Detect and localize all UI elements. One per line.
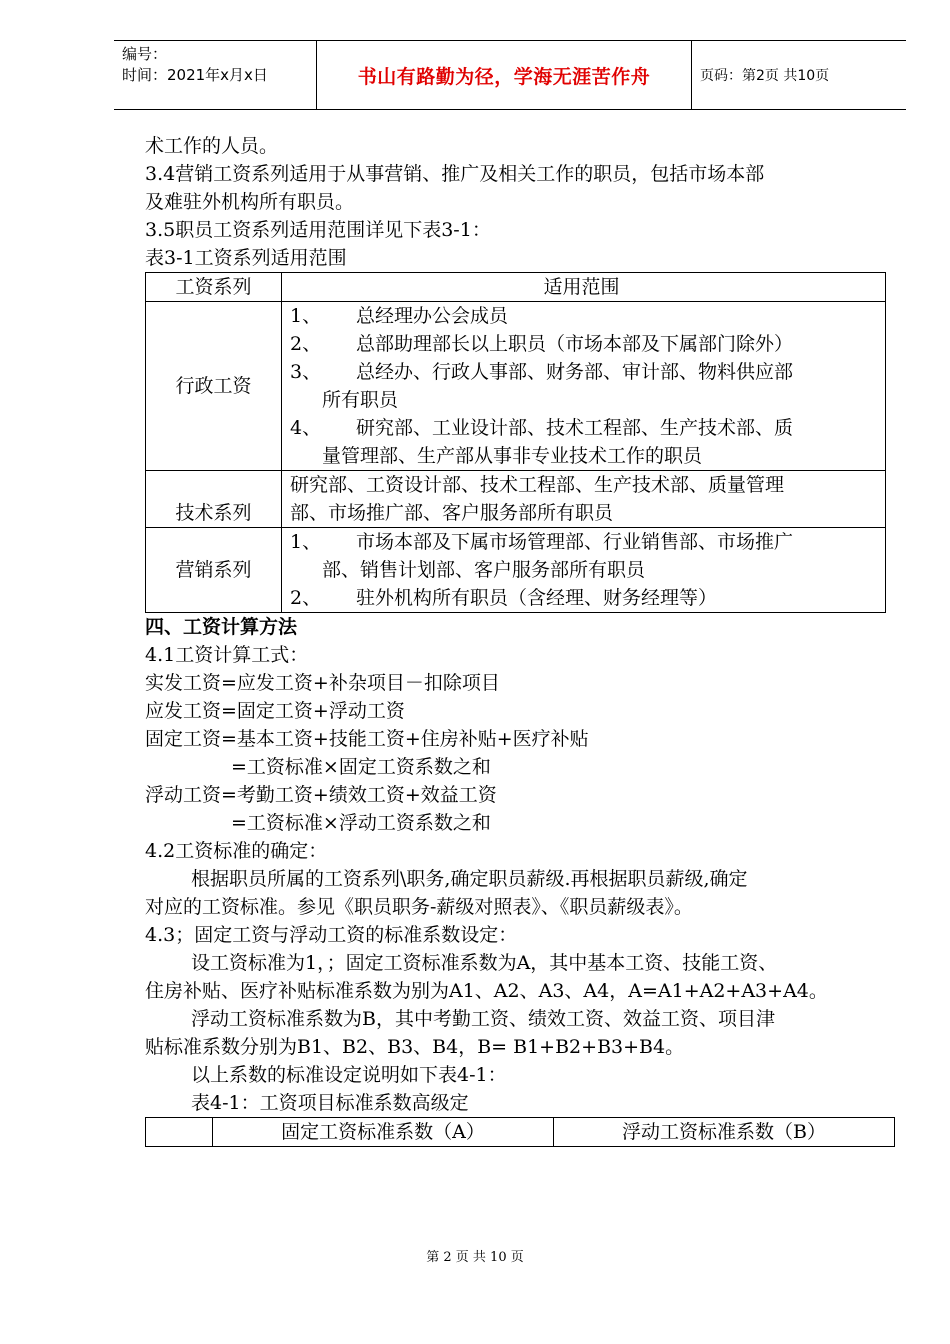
- list-num: 1、: [290, 531, 322, 553]
- body-line: 术工作的人员。: [145, 135, 279, 157]
- paragraph-line: 设工资标准为1，；固定工资标准系数为A，其中基本工资、技能工资、: [191, 952, 778, 974]
- list-text: 总经办、行政人事部、财务部、审计部、物料供应部: [356, 361, 794, 383]
- list-item: [290, 302, 881, 330]
- list-continuation: 部、销售计划部、客户服务部所有职员: [322, 559, 646, 581]
- body-line: 及难驻外机构所有职员。: [145, 191, 355, 213]
- list-num: 2、: [290, 587, 322, 609]
- paragraph-line: 以上系数的标准设定说明如下表4-1：: [191, 1064, 507, 1086]
- header-meta: [114, 41, 314, 109]
- table-header-cell: 适用范围: [282, 273, 886, 302]
- formula-line: =工资标准×固定工资系数之和: [231, 756, 491, 778]
- scope-line: 部、市场推广部、客户服务部所有职员: [290, 502, 614, 524]
- formula-line: 固定工资=基本工资+技能工资+住房补贴+医疗补贴: [145, 728, 589, 750]
- page-header: [114, 40, 906, 110]
- table-header-cell: [146, 1118, 213, 1147]
- list-item: [290, 358, 881, 386]
- table-header-cell: 工资系列: [146, 273, 282, 302]
- table-row: [146, 302, 886, 471]
- body-line: 3.5职员工资系列适用范围详见下表3-1：: [145, 219, 491, 241]
- header-time-label: 时间：2021年x月x日: [122, 66, 268, 84]
- list-text: 市场本部及下属市场管理部、行业销售部、市场推广: [356, 531, 794, 553]
- list-continuation: 量管理部、生产部从事非专业技术工作的职员: [322, 445, 703, 467]
- table-header-row: [146, 1118, 895, 1147]
- series-name-sales: 营销系列: [146, 528, 282, 613]
- list-text: 总部助理部长以上职员（市场本部及下属部门除外）: [356, 333, 794, 355]
- list-item: [290, 330, 881, 358]
- scope-cell-sales: [282, 528, 886, 613]
- subsection-heading: 4.3；固定工资与浮动工资的标准系数设定：: [145, 924, 518, 946]
- list-text: 总经理办公会成员: [356, 305, 509, 327]
- list-text: 驻外机构所有职员（含经理、财务经理等）: [356, 587, 718, 609]
- paragraph-line: 根据职员所属的工资系列\职务,确定职员薪级.再根据职员薪级,确定: [191, 868, 748, 890]
- subsection-heading: 4.1工资计算工式：: [145, 644, 309, 666]
- scope-cell-admin: [282, 302, 886, 471]
- paragraph-line: 贴标准系数分别为B1、B2、B3、B4，B= B1+B2+B3+B4。: [145, 1036, 685, 1058]
- paragraph-line: 浮动工资标准系数为B，其中考勤工资、绩效工资、效益工资、项目津: [191, 1008, 775, 1030]
- series-name-admin: 行政工资: [146, 302, 282, 471]
- table-header-cell: 固定工资标准系数（A）: [213, 1118, 554, 1147]
- formula-line: =工资标准×浮动工资系数之和: [231, 812, 491, 834]
- list-num: 3、: [290, 361, 322, 383]
- paragraph-line: 住房补贴、医疗补贴标准系数为别为A1、A2、A3、A4，A=A1+A2+A3+A4。: [145, 980, 828, 1002]
- section-heading: 四、工资计算方法: [145, 616, 298, 638]
- formula-line: 浮动工资=考勤工资+绩效工资+效益工资: [145, 784, 497, 806]
- table-header-cell: 浮动工资标准系数（B）: [554, 1118, 895, 1147]
- list-num: 2、: [290, 333, 322, 355]
- subsection-heading: 4.2工资标准的确定：: [145, 840, 328, 862]
- header-page-label: 页码：第2页 共10页: [700, 68, 830, 84]
- scope-cell-tech: [282, 471, 886, 528]
- list-num: 1、: [290, 305, 322, 327]
- scope-line: 研究部、工资设计部、技术工程部、生产技术部、质量管理: [290, 474, 785, 496]
- list-item: [290, 528, 881, 556]
- table-header-row: [146, 273, 886, 302]
- document-body: [145, 132, 890, 1147]
- formula-line: 实发工资=应发工资+补杂项目－扣除项目: [145, 672, 500, 694]
- page-footer: 第 2 页 共 10 页: [426, 1250, 524, 1265]
- table-caption: 表4-1：工资项目标准系数高级定: [191, 1092, 469, 1114]
- coefficient-table: [145, 1117, 895, 1147]
- header-motto: 书山有路勤为径，学海无涯苦作舟: [357, 65, 651, 88]
- header-motto-cell: [316, 41, 692, 109]
- list-item: [290, 414, 881, 442]
- list-num: 4、: [290, 417, 322, 439]
- list-item: [290, 584, 881, 612]
- paragraph-line: 对应的工资标准。参见《职员职务-薪级对照表》、《职员薪级表》。: [145, 896, 693, 918]
- formula-line: 应发工资=固定工资+浮动工资: [145, 700, 405, 722]
- body-line: 3.4营销工资系列适用于从事营销、推广及相关工作的职员，包括市场本部: [145, 163, 765, 185]
- header-number-label: 编号：: [122, 45, 168, 63]
- list-text: 研究部、工业设计部、技术工程部、生产技术部、质: [356, 417, 794, 439]
- list-continuation: 所有职员: [322, 389, 399, 411]
- salary-series-table: [145, 272, 886, 613]
- table-row: [146, 471, 886, 528]
- series-name-tech: 技术系列: [146, 471, 282, 528]
- table-caption: 表3-1工资系列适用范围: [145, 247, 347, 269]
- table-row: [146, 528, 886, 613]
